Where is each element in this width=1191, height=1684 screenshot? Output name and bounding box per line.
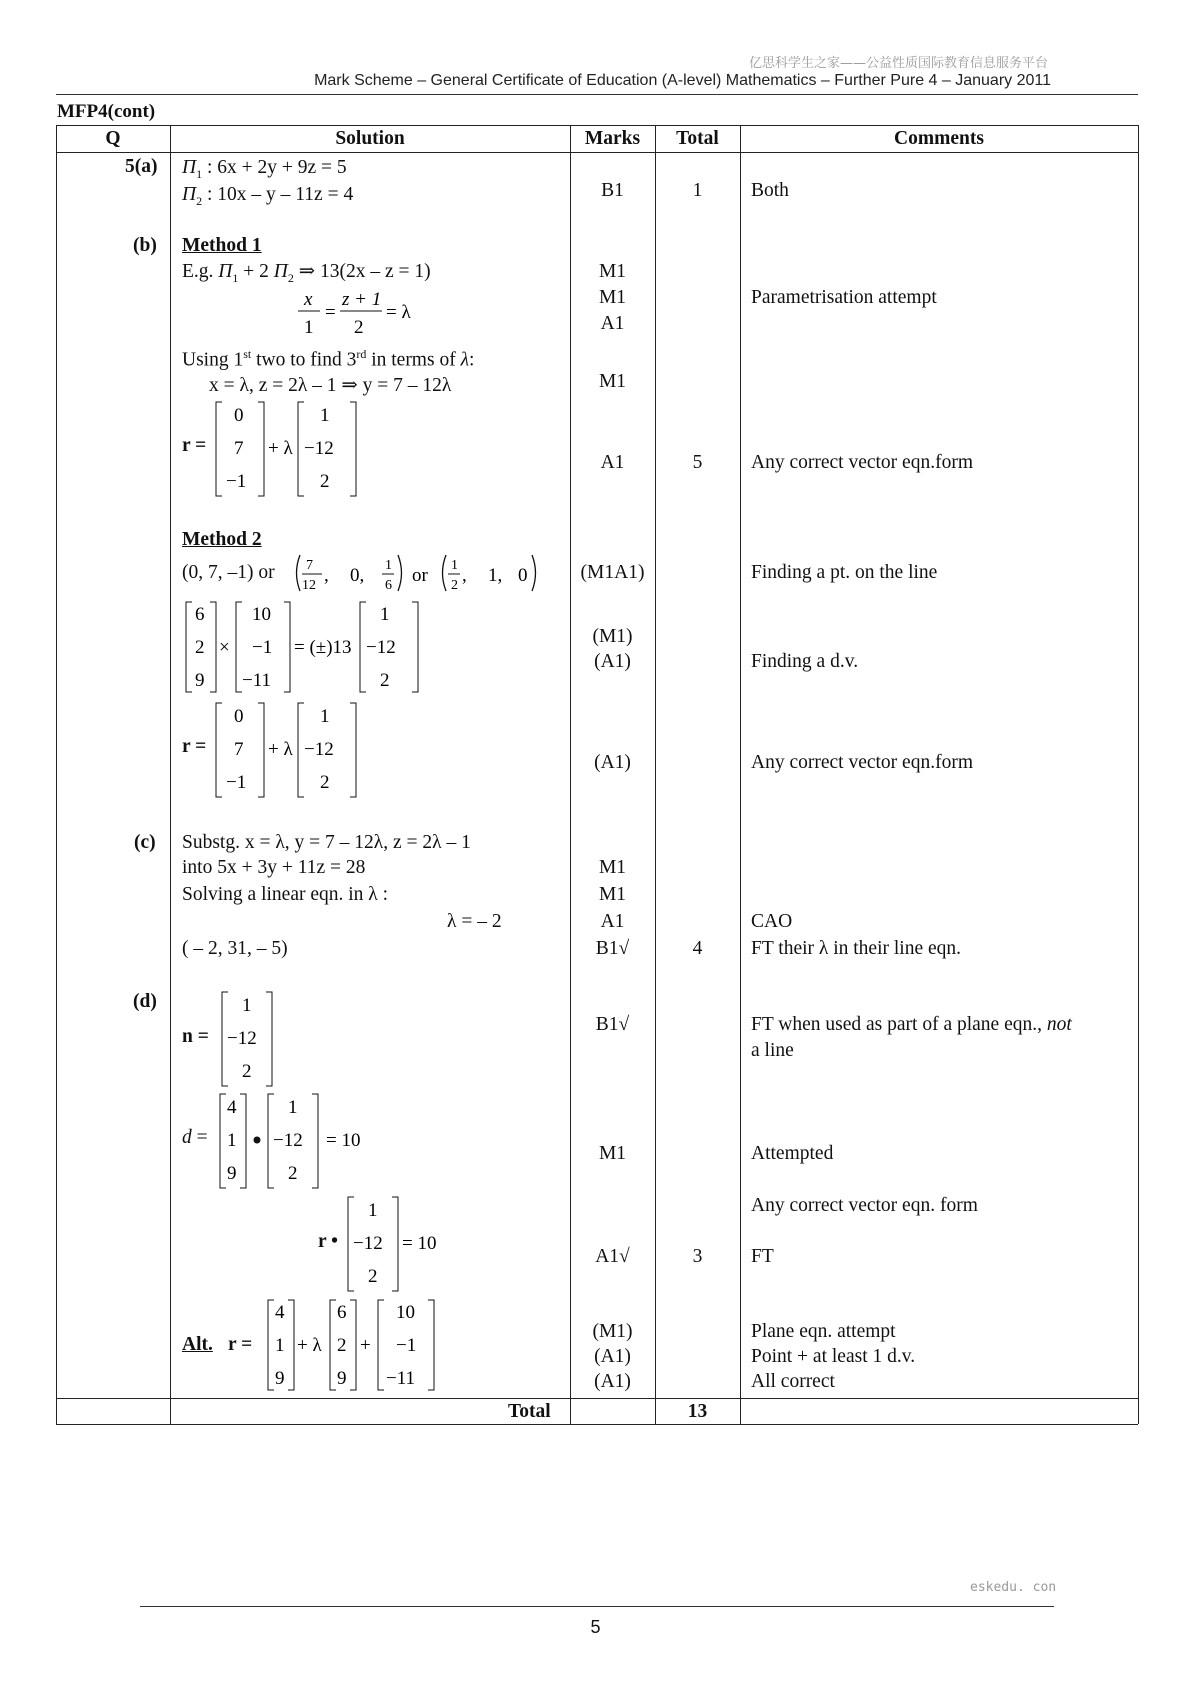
mark-5b-5: A1: [600, 452, 625, 473]
svg-text:1: 1: [368, 1200, 378, 1221]
svg-text:−12: −12: [227, 1028, 257, 1049]
svg-text:−11: −11: [242, 670, 272, 691]
svg-text:1: 1: [320, 706, 330, 727]
svg-text:−1: −1: [226, 471, 247, 492]
mark-5b-1: M1: [598, 261, 627, 282]
mark-vec2: (A1): [594, 752, 631, 773]
svg-text:=: =: [325, 302, 336, 323]
r-dot-vector: [346, 1195, 456, 1295]
comment-vec: Any correct vector eqn.form: [751, 452, 973, 473]
using-line: Using 1st two to find 3rd in terms of λ:: [182, 347, 475, 371]
c-line1: Substg. x = λ, y = 7 – 12λ, z = 2λ – 1: [182, 832, 471, 853]
comment-form: Any correct vector eqn. form: [751, 1195, 978, 1216]
svg-text:6: 6: [385, 578, 392, 593]
svg-text:2: 2: [242, 1061, 252, 1082]
mark-5b-2: M1: [598, 287, 627, 308]
footer-rule: [140, 1606, 1054, 1607]
svg-text:−12: −12: [304, 739, 334, 760]
svg-text:0: 0: [234, 405, 244, 426]
alt-r-label: r =: [228, 1334, 253, 1355]
vector-eq-1: [214, 400, 364, 500]
svg-text:1: 1: [288, 1097, 298, 1118]
vector-eq-2: [214, 701, 364, 801]
svg-text:z + 1: z + 1: [342, 289, 382, 310]
col-marks: Marks: [584, 128, 641, 149]
svg-text:1: 1: [385, 558, 392, 573]
svg-text:7: 7: [234, 739, 244, 760]
mark-n: B1√: [595, 1014, 630, 1035]
q-label-5d: (d): [133, 991, 157, 1012]
svg-text:2: 2: [288, 1163, 298, 1184]
mark-5c-4: B1√: [595, 938, 630, 959]
svg-text:9: 9: [195, 670, 205, 691]
alt-mark-1: (M1): [592, 1321, 633, 1342]
alt-label: Alt.: [182, 1334, 213, 1355]
total-5d: 3: [692, 1246, 703, 1267]
d-label: d =: [182, 1127, 208, 1148]
q-label-5a: 5(a): [125, 156, 158, 177]
svg-text:−12: −12: [366, 637, 396, 658]
svg-text:0: 0: [234, 706, 244, 727]
mark-5c-3: A1: [600, 911, 625, 932]
svg-text:= 10: = 10: [326, 1130, 361, 1151]
alt-comment-1: Plane eqn. attempt: [751, 1321, 896, 1342]
mark-dv-1: (M1): [592, 626, 633, 647]
svg-text:2: 2: [451, 578, 458, 593]
alt-comment-3: All correct: [751, 1371, 835, 1392]
col-solution: Solution: [335, 128, 405, 149]
svg-text:+ λ: + λ: [268, 739, 293, 760]
d-dot-product: [218, 1092, 378, 1192]
comment-5d-ft: FT: [751, 1246, 774, 1267]
points-fractions: [292, 551, 542, 595]
n-vector: [220, 990, 280, 1090]
svg-text:9: 9: [227, 1163, 237, 1184]
svg-text:7: 7: [234, 438, 244, 459]
svg-text:−1: −1: [396, 1335, 417, 1356]
alt-mark-3: (A1): [594, 1371, 631, 1392]
svg-text:4: 4: [275, 1302, 285, 1323]
svg-text:−12: −12: [304, 438, 334, 459]
svg-text:4: 4: [227, 1097, 237, 1118]
svg-text:= λ: = λ: [386, 302, 411, 323]
svg-text:−1: −1: [226, 772, 247, 793]
svg-text:2: 2: [380, 670, 390, 691]
pi2-equation: $\Pi_2$ : 10x – y – 11z = 4: [182, 184, 354, 208]
svg-text:1,: 1,: [488, 565, 503, 586]
q-label-5c: (c): [134, 832, 156, 853]
svg-text:10: 10: [396, 1302, 415, 1323]
mark-5b-3: A1: [600, 313, 625, 334]
svg-text:10: 10: [252, 604, 271, 625]
svg-text:−11: −11: [386, 1368, 416, 1389]
svg-text:1: 1: [320, 405, 330, 426]
total-5b: 5: [692, 452, 703, 473]
svg-text:1: 1: [451, 558, 458, 573]
comment-cao: CAO: [751, 911, 793, 932]
svg-text:+: +: [360, 1335, 371, 1356]
section-label: MFP4(cont): [57, 101, 156, 122]
total-5c: 4: [692, 938, 703, 959]
c-line3: Solving a linear eqn. in λ :: [182, 884, 389, 905]
svg-text:0,: 0,: [350, 565, 365, 586]
eg-line: E.g. $\Pi_1 + 2$ $\Pi_2$ ⇒ 13(2x – z = 1): [182, 261, 431, 285]
svg-text:= 10: = 10: [402, 1233, 437, 1254]
svg-text:1: 1: [380, 604, 390, 625]
alt-mark-2: (A1): [594, 1346, 631, 1367]
svg-text:−1: −1: [252, 637, 273, 658]
svg-text:2: 2: [354, 317, 364, 338]
col-q: Q: [105, 128, 121, 149]
svg-text:1: 1: [242, 995, 252, 1016]
col-comments: Comments: [894, 128, 984, 149]
r-dot-label: r •: [318, 1231, 339, 1252]
comment-5a: Both: [751, 180, 789, 201]
mark-5c-2: M1: [598, 884, 627, 905]
mark-5a: B1: [601, 180, 624, 201]
subs-line: x = λ, z = 2λ – 1 ⇒ y = 7 – 12λ: [209, 375, 452, 396]
svg-text:1: 1: [304, 317, 314, 338]
c-line4: λ = – 2: [447, 911, 502, 932]
svg-text:2: 2: [320, 772, 330, 793]
method2-heading: Method 2: [182, 529, 262, 550]
page-number: 5: [590, 1617, 601, 1637]
mark-r: A1√: [595, 1246, 630, 1267]
r-label-1: r =: [182, 435, 207, 456]
r-label-2: r =: [182, 736, 207, 757]
comment-param: Parametrisation attempt: [751, 287, 937, 308]
svg-text:×: ×: [219, 637, 230, 658]
svg-text:,: ,: [462, 565, 467, 586]
comment-n1: FT when used as part of a plane eqn., not: [751, 1014, 1072, 1035]
comment-dv: Finding a d.v.: [751, 651, 859, 672]
mark-d: M1: [598, 1143, 627, 1164]
header-rule: [56, 94, 1138, 95]
comment-5c-ft: FT their λ in their line eqn.: [751, 938, 962, 959]
svg-text:+ λ: + λ: [268, 438, 293, 459]
mark-pt: (M1A1): [580, 562, 645, 583]
svg-text:,: ,: [324, 565, 329, 586]
param-fraction: [296, 287, 426, 343]
svg-text:9: 9: [275, 1368, 285, 1389]
alt-plane-eq: [266, 1298, 446, 1394]
cross-product: [184, 600, 434, 696]
comment-vec2: Any correct vector eqn.form: [751, 752, 973, 773]
c-line5: ( – 2, 31, – 5): [182, 938, 288, 959]
points-text: (0, 7, –1) or: [182, 562, 275, 583]
svg-text:6: 6: [337, 1302, 347, 1323]
svg-text:−12: −12: [353, 1233, 383, 1254]
mark-5b-4: M1: [598, 371, 627, 392]
svg-text:2: 2: [320, 471, 330, 492]
mark-dv-2: (A1): [594, 651, 631, 672]
comment-n2: a line: [751, 1040, 794, 1061]
svg-text:2: 2: [195, 637, 205, 658]
method1-heading: Method 1: [182, 235, 262, 256]
svg-text:12: 12: [302, 578, 316, 593]
total-5a: 1: [692, 180, 703, 201]
svg-text:1: 1: [227, 1130, 237, 1151]
header-watermark: 亿思科学生之家——公益性质国际教育信息服务平台: [748, 56, 1048, 71]
svg-text:7: 7: [306, 558, 313, 573]
n-label: n =: [182, 1026, 209, 1047]
alt-comment-2: Point + at least 1 d.v.: [751, 1346, 916, 1367]
svg-text:9: 9: [337, 1368, 347, 1389]
header-title: Mark Scheme – General Certificate of Education (A-level) Mathematics – Further Pure 4 – January 2011: [314, 72, 1051, 89]
footer-site: eskedu. con: [970, 1580, 1057, 1595]
total-label: Total: [508, 1401, 551, 1422]
svg-text:6: 6: [195, 604, 205, 625]
q-label-5b: (b): [133, 235, 157, 256]
svg-text:0: 0: [518, 565, 528, 586]
mark-5c-1: M1: [598, 857, 627, 878]
svg-text:−12: −12: [273, 1130, 303, 1151]
svg-text:2: 2: [368, 1266, 378, 1287]
comment-d: Attempted: [751, 1143, 834, 1164]
pi1-equation: $\Pi_1$ : 6x + 2y + 9z = 5: [182, 157, 347, 181]
svg-text:= (±)13: = (±)13: [294, 637, 352, 658]
svg-text:x: x: [304, 289, 313, 310]
svg-text:+ λ: + λ: [297, 1335, 322, 1356]
svg-text:2: 2: [337, 1335, 347, 1356]
svg-text:or: or: [412, 565, 428, 586]
comment-pt: Finding a pt. on the line: [751, 562, 938, 583]
total-value: 13: [687, 1401, 708, 1422]
c-line2: into 5x + 3y + 11z = 28: [182, 857, 366, 878]
col-total: Total: [676, 128, 719, 149]
svg-text:1: 1: [275, 1335, 285, 1356]
